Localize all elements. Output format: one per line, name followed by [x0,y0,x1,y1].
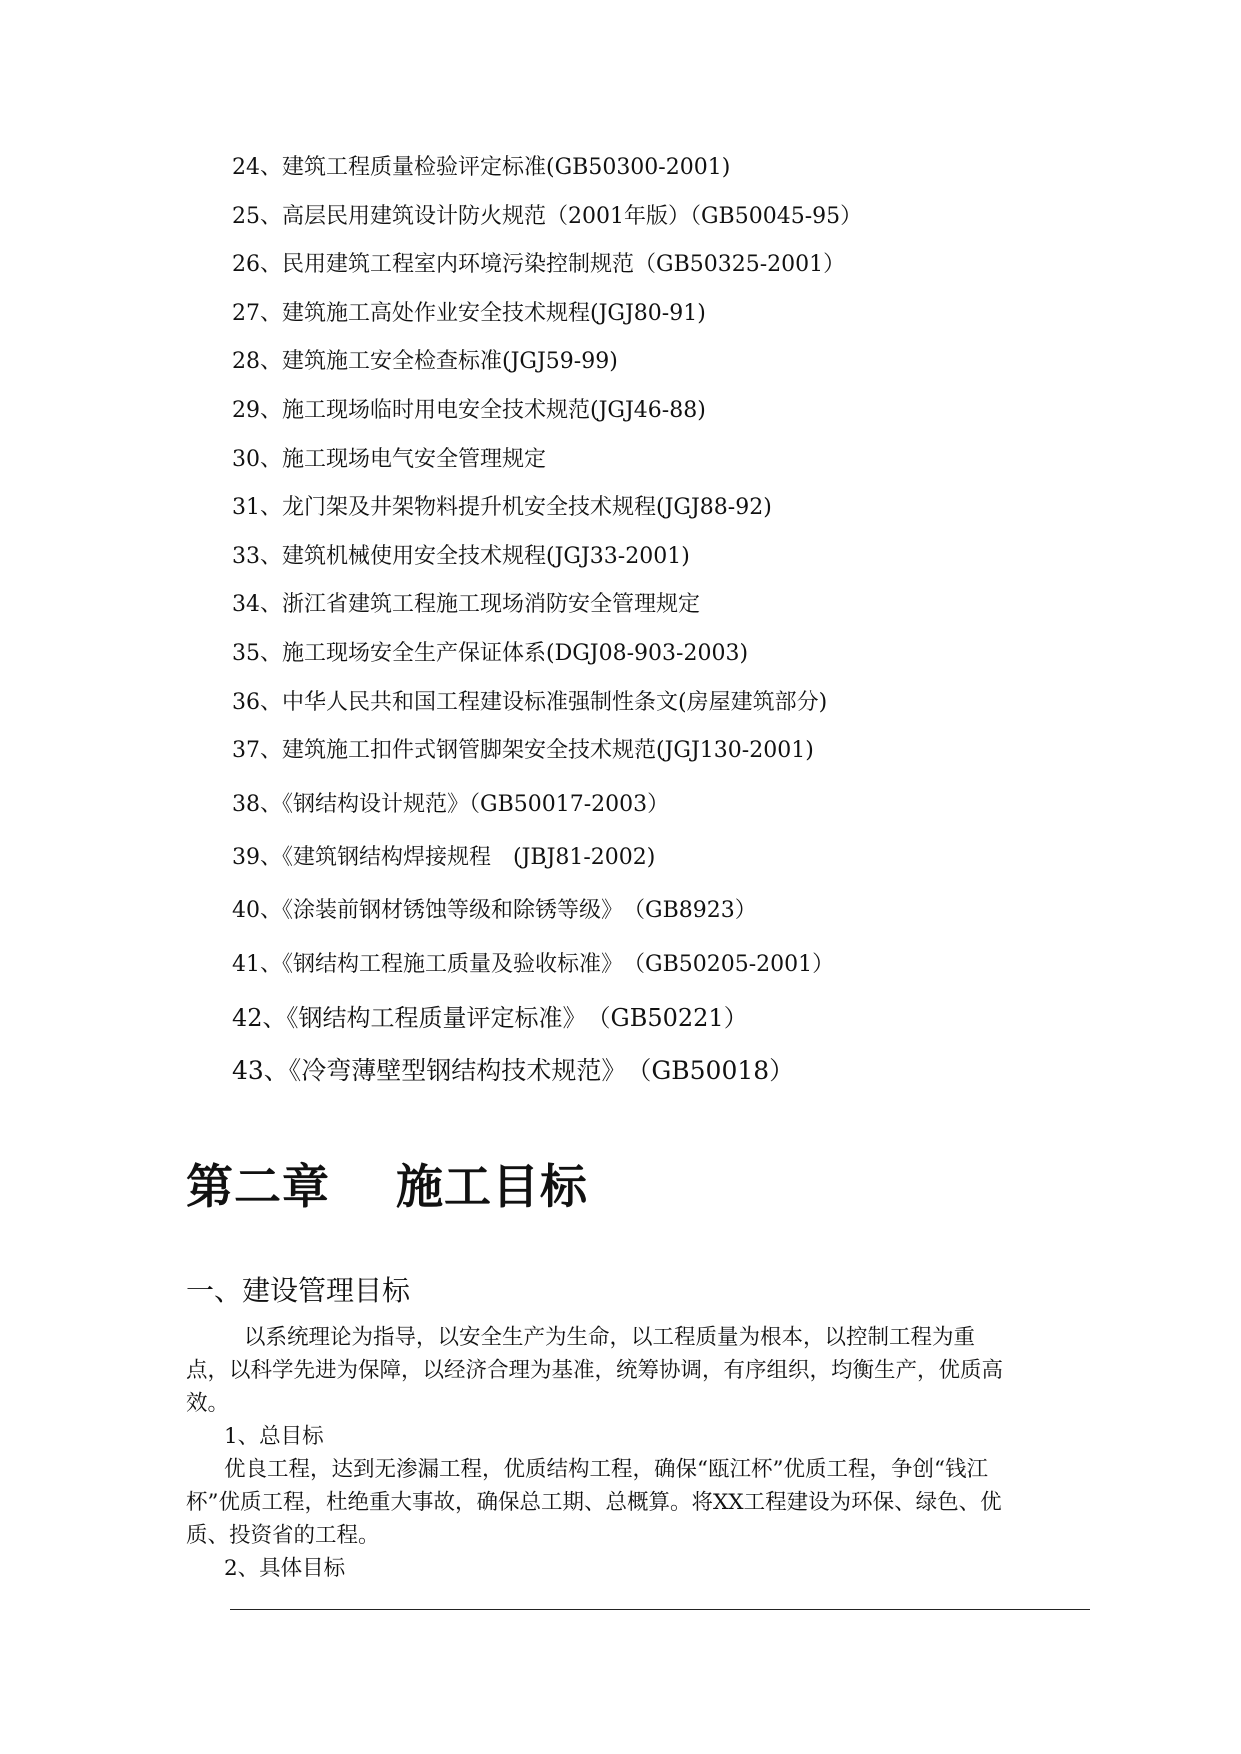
footer-divider [230,1609,1090,1610]
section-heading: 一、建设管理目标 [186,1274,411,1307]
standard-item: 36、中华人民共和国工程建设标准强制性条文(房屋建筑部分) [232,689,828,715]
standard-item: 39、《建筑钢结构焊接规程 (JBJ81-2002) [232,844,656,870]
standard-item: 41、《钢结构工程施工质量及验收标准》 （GB50205-2001） [232,951,835,977]
standards-list [232,154,862,1111]
chapter-title: 施工目标 [396,1160,588,1215]
standard-item: 24、建筑工程质量检验评定标准(GB50300-2001) [232,155,731,180]
standard-item: 38、《钢结构设计规范》（GB50017-2003） [232,791,670,817]
standard-item: 40、《涂装前钢材锈蚀等级和除锈等级》 （GB8923） [232,898,757,924]
intro-paragraph: 以系统理论为指导，以安全生产为生命，以工程质量为根本，以控制工程为重点，以科学先进为保障，以经济合理为基准，统筹协调，有序组织，均衡生产，优质高效。 [186,1325,1004,1416]
chapter-heading [186,1158,588,1218]
overall-goal-heading: 1、总目标 [224,1424,324,1449]
standard-item: 34、浙江省建筑工程施工现场消防安全管理规定 [232,592,700,618]
standard-item: 27、建筑施工高处作业安全技术规程(JGJ80-91) [232,300,706,326]
standard-item: 25、高层民用建筑设计防火规范（2001年版）（GB50045-95） [232,203,863,229]
standard-item: 42、《钢结构工程质量评定标准》 （GB50221） [232,1004,748,1033]
standard-item: 43、《冷弯薄壁型钢结构技术规范》 （GB50018） [232,1056,795,1086]
chapter-number: 第二章 [186,1160,330,1215]
standard-item: 35、施工现场安全生产保证体系(DGJ08-903-2003) [232,640,749,666]
specific-goal-heading: 2、具体目标 [224,1556,346,1581]
overall-goal-paragraph: 优良工程，达到无渗漏工程，优质结构工程，确保“瓯江杯”优质工程，争创“钱江杯”优质工程，杜绝重大事故，确保总工期、总概算。将XX工程建设为环保、绿色、优质、投资省的工程。 [186,1457,1002,1548]
standard-item: 28、建筑施工安全检查标准(JGJ59-99) [232,349,618,375]
standard-item: 33、建筑机械使用安全技术规程(JGJ33-2001) [232,543,690,569]
standard-item: 31、龙门架及井架物料提升机安全技术规程(JGJ88-92) [232,495,772,521]
standard-item: 29、施工现场临时用电安全技术规范(JGJ46-88) [232,397,706,423]
standard-item: 26、民用建筑工程室内环境污染控制规范（GB50325-2001） [232,252,846,278]
standard-item: 30、施工现场电气安全管理规定 [232,446,546,472]
standard-item: 37、建筑施工扣件式钢管脚架安全技术规范(JGJ130-2001) [232,738,814,764]
